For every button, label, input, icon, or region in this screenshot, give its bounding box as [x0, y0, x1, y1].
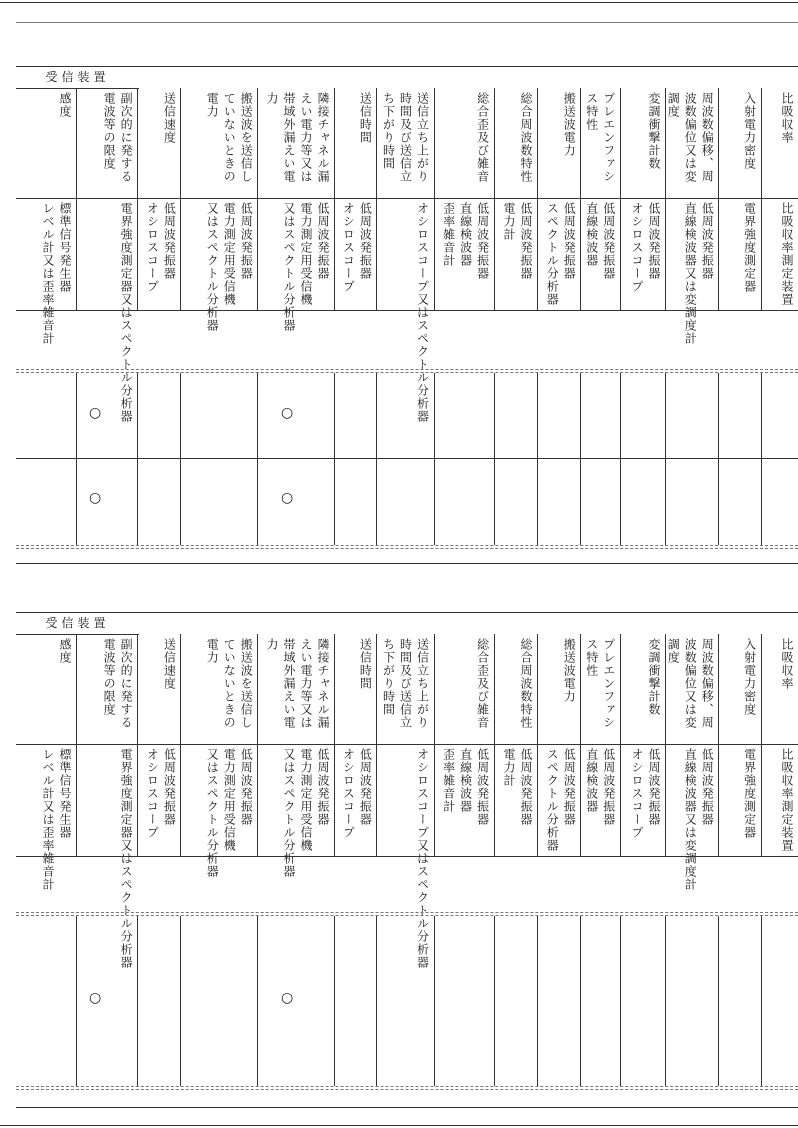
grid-cell-column-14 [76, 916, 137, 1086]
measuring-instrument: 低周波発振器 電力測定用受信機 又はスペクトル分析器 [282, 748, 331, 878]
measuring-instrument: 低周波発振器 スペクトル分析器 [545, 748, 577, 852]
heading-divider [581, 198, 619, 199]
measuring-instrument: 低周波発振器 直線検波器又は変調度計 [683, 202, 715, 345]
column-12 [180, 88, 257, 332]
header-columns [16, 88, 798, 423]
column-13 [137, 634, 180, 856]
grid-cell-column-11 [257, 916, 334, 1086]
section-title: 受信装置 [45, 616, 110, 630]
column-6 [537, 634, 580, 856]
header-columns [16, 634, 798, 969]
grid-cell-column-4 [620, 916, 665, 1086]
dashed-rule [16, 1089, 798, 1090]
column-heading: 搬送波電力 [562, 92, 577, 157]
grid-cell-column-2 [718, 916, 760, 1086]
bottom-rule [16, 1107, 798, 1108]
middle-rule [16, 563, 798, 564]
column-4 [620, 88, 665, 310]
heading-divider [495, 744, 537, 745]
heading-divider [435, 744, 494, 745]
column-heading: 感度 [58, 92, 73, 118]
measuring-instrument: 標準信号発生器 レベル計又は歪率雑音計 [41, 748, 73, 891]
grid-cell-column-3 [665, 916, 718, 1086]
column-heading: 変調衝撃計数 [647, 638, 662, 716]
column-heading: 送信立ち上がり時間及び送信立ち下がり時間 [381, 92, 430, 183]
bottom-rule-2 [0, 1125, 798, 1126]
heading-divider [16, 198, 76, 199]
heading-divider [666, 198, 718, 199]
column-10 [334, 634, 376, 856]
heading-divider [435, 198, 494, 199]
column-15 [16, 634, 76, 891]
column-2 [718, 88, 760, 310]
heading-divider [495, 198, 537, 199]
column-heading: 搬送波を送信していないときの電力 [205, 92, 254, 183]
column-heading: 比吸収率 [780, 92, 794, 144]
measuring-instrument: 低周波発振器 直線検波器 歪率雑音計 [441, 202, 490, 280]
column-heading: 送信速度 [162, 638, 177, 690]
grid-cell-column-8 [434, 916, 494, 1086]
heading-divider [16, 744, 76, 745]
measuring-instrument: 電界強度測定器又はスペクトル分析器 [119, 202, 134, 423]
grid-cell-column-5 [580, 373, 619, 545]
heading-divider [621, 744, 665, 745]
dashed-rule [16, 548, 798, 549]
grid-cell-column-5 [580, 916, 619, 1086]
heading-divider [77, 198, 137, 199]
grid-cell-column-10 [334, 373, 376, 545]
column-heading: 総合周波数特性 [518, 638, 533, 729]
heading-divider [138, 744, 180, 745]
column-2 [718, 634, 760, 856]
measuring-instrument: オシロスコープ又はスペクトル分析器 [415, 202, 430, 423]
header-block-1 [16, 66, 798, 423]
column-heading: 送信時間 [358, 638, 373, 690]
mark-grid-1 [16, 373, 798, 545]
measuring-instrument: 低周波発振器 電力計 [501, 748, 533, 826]
column-heading: 送信時間 [358, 92, 373, 144]
column-9 [376, 88, 433, 423]
column-4 [620, 634, 665, 856]
column-11 [257, 634, 334, 878]
measuring-instrument: 低周波発振器 オシロスコープ [341, 202, 373, 293]
dashed-rule [16, 912, 798, 913]
column-heading: 副次的に発する電波等の限度 [102, 92, 134, 183]
measuring-instrument: 低周波発振器 電力計 [501, 202, 533, 280]
heading-divider [377, 198, 433, 199]
column-heading: 入射電力密度 [742, 92, 757, 170]
measuring-instrument: 低周波発振器 直線検波器 [584, 748, 616, 826]
grid-cell-column-4 [620, 373, 665, 545]
grid-cell-column-2 [718, 373, 760, 545]
section-title: 受信装置 [45, 70, 110, 84]
column-heading: 隣接チャネル漏えい電力等又は帯域外漏えい電力 [265, 92, 331, 183]
measuring-instrument: 低周波発振器 オシロスコープ [630, 202, 662, 293]
column-heading: 入射電力密度 [742, 638, 757, 716]
applicable-mark: ○ [281, 490, 294, 506]
heading-divider [258, 198, 334, 199]
grid-cell-column-6 [537, 373, 580, 545]
dashed-rule [16, 545, 798, 546]
column-5 [580, 634, 619, 856]
top-rule [0, 2, 798, 3]
column-heading: 周波数偏移、周波数偏位又は変調度 [666, 638, 715, 729]
column-heading: 隣接チャネル漏えい電力等又は帯域外漏えい電力 [265, 638, 331, 729]
heading-divider [538, 744, 580, 745]
grid-cell-column-3 [665, 373, 718, 545]
column-heading: 変調衝撃計数 [647, 92, 662, 170]
column-14 [76, 634, 137, 969]
measuring-instrument: 低周波発振器 電力測定用受信機 又はスペクトル分析器 [205, 202, 254, 332]
header-block-2 [16, 612, 798, 969]
column-heading: 副次的に発する電波等の限度 [102, 638, 134, 729]
heading-divider [621, 198, 665, 199]
grid-cell-column-1 [761, 373, 798, 545]
dashed-rule [16, 369, 798, 370]
column-heading: プレエンファシス特性 [584, 638, 616, 729]
column-heading: 総合歪及び雑音 [475, 92, 490, 183]
heading-divider [181, 198, 257, 199]
header-bottom-rule-1 [16, 310, 798, 311]
heading-divider [138, 198, 180, 199]
grid-cell-column-13 [137, 373, 180, 545]
measuring-instrument: 電界強度測定器 [742, 202, 757, 293]
grid-cell-column-11 [257, 373, 334, 545]
grid-cell-column-15 [16, 373, 76, 545]
column-11 [257, 88, 334, 332]
heading-divider [762, 744, 798, 745]
column-6 [537, 88, 580, 310]
measuring-instrument: 低周波発振器 直線検波器 歪率雑音計 [441, 748, 490, 826]
grid-cell-column-8 [434, 373, 494, 545]
column-8 [434, 634, 494, 856]
column-heading: 周波数偏移、周波数偏位又は変調度 [666, 92, 715, 183]
grid-cell-column-6 [537, 916, 580, 1086]
column-heading: 搬送波電力 [562, 638, 577, 703]
heading-divider [719, 744, 760, 745]
column-3 [665, 634, 718, 891]
column-heading: プレエンファシス特性 [584, 92, 616, 183]
grid-cell-column-7 [494, 373, 537, 545]
heading-divider [719, 198, 760, 199]
grid-cell-column-12 [180, 373, 257, 545]
column-13 [137, 88, 180, 310]
mark-grid-2 [16, 916, 798, 1086]
applicable-mark: ○ [89, 405, 102, 421]
top-rule-2 [16, 22, 798, 23]
measuring-instrument: 比吸収率測定装置 [780, 748, 794, 852]
applicable-mark: ○ [281, 990, 294, 1006]
column-10 [334, 88, 376, 310]
grid-cell-column-9 [376, 373, 433, 545]
column-1 [761, 88, 798, 310]
header-bottom-rule-2 [16, 856, 798, 857]
measuring-instrument: 低周波発振器 直線検波器 [584, 202, 616, 280]
applicable-mark: ○ [89, 990, 102, 1006]
measuring-instrument: 低周波発振器 オシロスコープ [145, 202, 177, 293]
heading-divider [181, 744, 257, 745]
measuring-instrument: 低周波発振器 直線検波器又は変調度計 [683, 748, 715, 891]
heading-divider [258, 744, 334, 745]
heading-divider [538, 198, 580, 199]
column-12 [180, 634, 257, 878]
grid-cell-column-1 [761, 916, 798, 1086]
measuring-instrument: 低周波発振器 オシロスコープ [341, 748, 373, 839]
column-5 [580, 88, 619, 310]
column-1 [761, 634, 798, 856]
column-15 [16, 88, 76, 345]
column-heading: 感度 [58, 638, 73, 664]
grid-cell-column-14 [76, 373, 137, 545]
column-3 [665, 88, 718, 345]
dashed-rule [16, 1086, 798, 1087]
column-8 [434, 88, 494, 310]
column-heading: 送信立ち上がり時間及び送信立ち下がり時間 [381, 638, 430, 729]
applicable-mark: ○ [89, 490, 102, 506]
heading-divider [335, 198, 376, 199]
heading-divider [377, 744, 433, 745]
heading-divider [666, 744, 718, 745]
measuring-instrument: 電界強度測定器 [742, 748, 757, 839]
grid-cell-column-9 [376, 916, 433, 1086]
grid-cell-column-13 [137, 916, 180, 1086]
measuring-instrument: オシロスコープ又はスペクトル分析器 [415, 748, 430, 969]
measuring-instrument: 標準信号発生器 レベル計又は歪率雑音計 [41, 202, 73, 345]
column-7 [494, 88, 537, 310]
row-separator [16, 458, 798, 459]
column-14 [76, 88, 137, 423]
column-heading: 送信速度 [162, 92, 177, 144]
heading-divider [335, 744, 376, 745]
column-heading: 総合周波数特性 [518, 92, 533, 183]
column-9 [376, 634, 433, 969]
applicable-mark: ○ [281, 405, 294, 421]
measuring-instrument: 低周波発振器 スペクトル分析器 [545, 202, 577, 306]
grid-cell-column-7 [494, 916, 537, 1086]
measuring-instrument: 低周波発振器 オシロスコープ [630, 748, 662, 839]
heading-divider [762, 198, 798, 199]
column-heading: 搬送波を送信していないときの電力 [205, 638, 254, 729]
measuring-instrument: 低周波発振器 電力測定用受信機 又はスペクトル分析器 [282, 202, 331, 332]
measuring-instrument: 電界強度測定器又はスペクトル分析器 [119, 748, 134, 969]
measuring-instrument: 低周波発振器 オシロスコープ [145, 748, 177, 839]
column-heading: 比吸収率 [780, 638, 794, 690]
heading-divider [77, 744, 137, 745]
grid-cell-column-12 [180, 916, 257, 1086]
measuring-instrument: 比吸収率測定装置 [780, 202, 794, 306]
heading-divider [581, 744, 619, 745]
grid-cell-column-10 [334, 916, 376, 1086]
measuring-instrument: 低周波発振器 電力測定用受信機 又はスペクトル分析器 [205, 748, 254, 878]
column-heading: 総合歪及び雑音 [475, 638, 490, 729]
grid-cell-column-15 [16, 916, 76, 1086]
column-7 [494, 634, 537, 856]
